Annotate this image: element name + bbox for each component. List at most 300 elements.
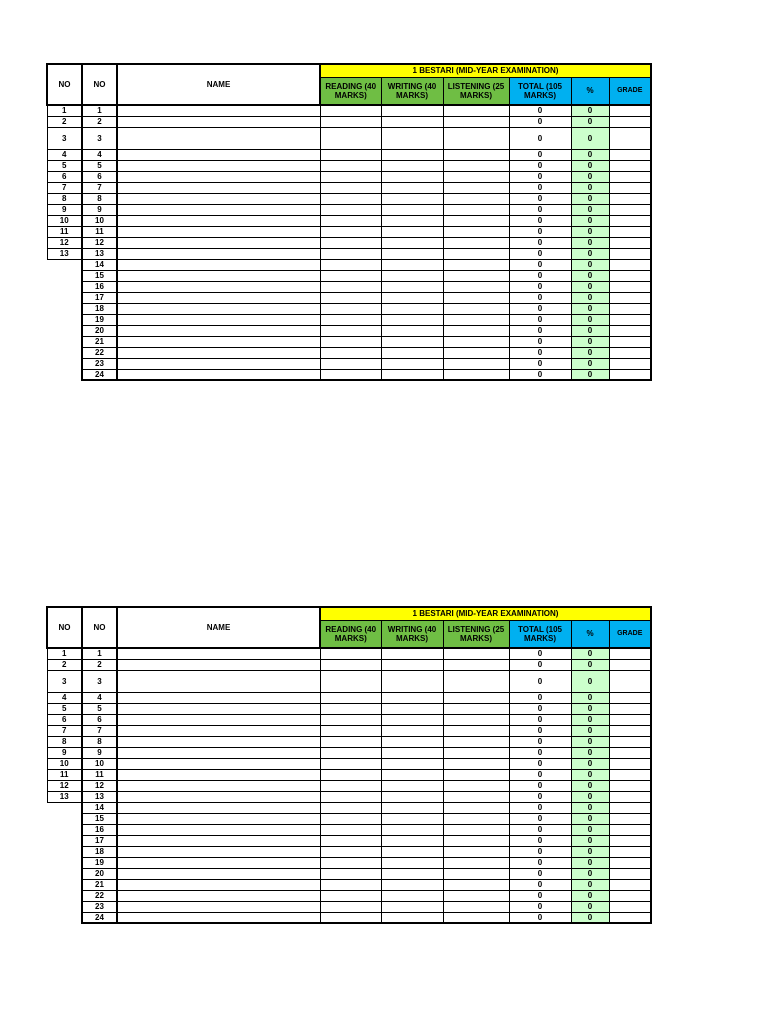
listening-cell[interactable] — [443, 813, 509, 824]
reading-cell[interactable] — [320, 314, 381, 325]
grade-cell[interactable] — [609, 281, 651, 292]
writing-cell[interactable] — [381, 758, 443, 769]
writing-cell[interactable] — [381, 292, 443, 303]
listening-cell[interactable] — [443, 358, 509, 369]
grade-cell[interactable] — [609, 237, 651, 248]
name-cell[interactable] — [117, 736, 320, 747]
listening-cell[interactable] — [443, 714, 509, 725]
writing-cell[interactable] — [381, 703, 443, 714]
grade-cell[interactable] — [609, 314, 651, 325]
writing-cell[interactable] — [381, 149, 443, 160]
grade-cell[interactable] — [609, 204, 651, 215]
reading-cell[interactable] — [320, 890, 381, 901]
row-number-cell: 13 — [47, 248, 82, 259]
grade-cell[interactable] — [609, 292, 651, 303]
grade-cell[interactable] — [609, 270, 651, 281]
table-row — [47, 358, 651, 369]
name-cell[interactable] — [117, 116, 320, 127]
total-cell: 0 — [509, 127, 571, 149]
row-number-cell-2: 5 — [82, 160, 117, 171]
grade-cell[interactable] — [609, 835, 651, 846]
row-number-cell: 3 — [47, 670, 82, 692]
grade-cell[interactable] — [609, 857, 651, 868]
writing-cell[interactable] — [381, 281, 443, 292]
reading-cell[interactable] — [320, 835, 381, 846]
row-number-cell-2: 7 — [82, 182, 117, 193]
listening-cell[interactable] — [443, 802, 509, 813]
listening-cell[interactable] — [443, 259, 509, 270]
listening-cell[interactable] — [443, 670, 509, 692]
listening-cell[interactable] — [443, 325, 509, 336]
writing-cell[interactable] — [381, 248, 443, 259]
name-cell[interactable] — [117, 802, 320, 813]
grade-cell[interactable] — [609, 215, 651, 226]
writing-cell[interactable] — [381, 105, 443, 116]
name-cell[interactable] — [117, 204, 320, 215]
listening-cell[interactable] — [443, 846, 509, 857]
name-cell[interactable] — [117, 824, 320, 835]
reading-cell[interactable] — [320, 116, 381, 127]
percent-cell: 0 — [571, 116, 609, 127]
name-cell[interactable] — [117, 912, 320, 923]
writing-cell[interactable] — [381, 835, 443, 846]
empty-cell — [47, 314, 82, 325]
table-row — [47, 890, 651, 901]
reading-cell[interactable] — [320, 226, 381, 237]
total-cell: 0 — [509, 369, 571, 380]
writing-cell[interactable] — [381, 670, 443, 692]
reading-cell[interactable] — [320, 336, 381, 347]
grade-cell[interactable] — [609, 659, 651, 670]
grade-cell[interactable] — [609, 791, 651, 802]
name-cell[interactable] — [117, 325, 320, 336]
row-number-cell-2: 6 — [82, 171, 117, 182]
reading-cell[interactable] — [320, 714, 381, 725]
name-cell[interactable] — [117, 314, 320, 325]
row-number-cell-2: 15 — [82, 813, 117, 824]
total-cell: 0 — [509, 648, 571, 659]
listening-cell[interactable] — [443, 116, 509, 127]
writing-header: WRITING (40 MARKS) — [381, 620, 443, 648]
name-cell[interactable] — [117, 336, 320, 347]
percent-cell: 0 — [571, 127, 609, 149]
listening-cell[interactable] — [443, 215, 509, 226]
reading-cell[interactable] — [320, 292, 381, 303]
percent-cell: 0 — [571, 758, 609, 769]
grade-cell[interactable] — [609, 901, 651, 912]
reading-cell[interactable] — [320, 692, 381, 703]
total-cell: 0 — [509, 802, 571, 813]
name-cell[interactable] — [117, 780, 320, 791]
reading-cell[interactable] — [320, 648, 381, 659]
row-number-cell-2: 7 — [82, 725, 117, 736]
percent-cell: 0 — [571, 736, 609, 747]
reading-cell[interactable] — [320, 879, 381, 890]
writing-cell[interactable] — [381, 846, 443, 857]
name-cell[interactable] — [117, 259, 320, 270]
reading-cell[interactable] — [320, 846, 381, 857]
reading-cell[interactable] — [320, 659, 381, 670]
grade-cell[interactable] — [609, 846, 651, 857]
writing-cell[interactable] — [381, 127, 443, 149]
listening-cell[interactable] — [443, 193, 509, 204]
name-cell[interactable] — [117, 868, 320, 879]
writing-cell[interactable] — [381, 336, 443, 347]
grade-cell[interactable] — [609, 879, 651, 890]
listening-cell[interactable] — [443, 747, 509, 758]
writing-cell[interactable] — [381, 116, 443, 127]
reading-cell[interactable] — [320, 193, 381, 204]
reading-cell[interactable] — [320, 802, 381, 813]
reading-cell[interactable] — [320, 248, 381, 259]
name-cell[interactable] — [117, 758, 320, 769]
listening-cell[interactable] — [443, 659, 509, 670]
listening-cell[interactable] — [443, 270, 509, 281]
listening-cell[interactable] — [443, 692, 509, 703]
grade-cell[interactable] — [609, 116, 651, 127]
writing-cell[interactable] — [381, 725, 443, 736]
grade-cell[interactable] — [609, 780, 651, 791]
writing-cell[interactable] — [381, 868, 443, 879]
reading-cell[interactable] — [320, 105, 381, 116]
empty-cell — [47, 813, 82, 824]
reading-cell[interactable] — [320, 369, 381, 380]
reading-cell[interactable] — [320, 160, 381, 171]
grade-cell[interactable] — [609, 226, 651, 237]
table-row — [47, 325, 651, 336]
listening-cell[interactable] — [443, 171, 509, 182]
grade-cell[interactable] — [609, 813, 651, 824]
reading-cell[interactable] — [320, 127, 381, 149]
name-cell[interactable] — [117, 769, 320, 780]
writing-cell[interactable] — [381, 204, 443, 215]
writing-cell[interactable] — [381, 901, 443, 912]
grade-cell[interactable] — [609, 160, 651, 171]
total-cell: 0 — [509, 149, 571, 160]
writing-cell[interactable] — [381, 648, 443, 659]
row-number-cell-2: 9 — [82, 204, 117, 215]
grade-cell[interactable] — [609, 303, 651, 314]
reading-cell[interactable] — [320, 901, 381, 912]
grade-cell[interactable] — [609, 105, 651, 116]
name-cell[interactable] — [117, 149, 320, 160]
name-cell[interactable] — [117, 890, 320, 901]
grade-cell[interactable] — [609, 193, 651, 204]
grade-cell[interactable] — [609, 912, 651, 923]
name-cell[interactable] — [117, 292, 320, 303]
grade-cell[interactable] — [609, 725, 651, 736]
reading-cell[interactable] — [320, 325, 381, 336]
grade-cell[interactable] — [609, 347, 651, 358]
writing-cell[interactable] — [381, 303, 443, 314]
row-number-cell: 3 — [47, 127, 82, 149]
name-cell[interactable] — [117, 369, 320, 380]
reading-cell[interactable] — [320, 747, 381, 758]
writing-cell[interactable] — [381, 857, 443, 868]
grade-cell[interactable] — [609, 802, 651, 813]
writing-cell[interactable] — [381, 226, 443, 237]
writing-cell[interactable] — [381, 358, 443, 369]
percent-header: % — [571, 620, 609, 648]
grade-cell[interactable] — [609, 358, 651, 369]
writing-cell[interactable] — [381, 237, 443, 248]
listening-cell[interactable] — [443, 281, 509, 292]
row-number-cell-2: 15 — [82, 270, 117, 281]
listening-cell[interactable] — [443, 769, 509, 780]
name-cell[interactable] — [117, 105, 320, 116]
writing-cell[interactable] — [381, 692, 443, 703]
row-number-cell-2: 24 — [82, 912, 117, 923]
table-row — [47, 193, 651, 204]
reading-cell[interactable] — [320, 149, 381, 160]
writing-cell[interactable] — [381, 182, 443, 193]
listening-cell[interactable] — [443, 369, 509, 380]
total-cell: 0 — [509, 347, 571, 358]
writing-cell[interactable] — [381, 912, 443, 923]
grade-cell[interactable] — [609, 127, 651, 149]
writing-cell[interactable] — [381, 215, 443, 226]
name-cell[interactable] — [117, 281, 320, 292]
grade-cell[interactable] — [609, 336, 651, 347]
reading-cell[interactable] — [320, 347, 381, 358]
row-number-cell-2: 16 — [82, 281, 117, 292]
listening-cell[interactable] — [443, 780, 509, 791]
name-cell[interactable] — [117, 901, 320, 912]
name-cell[interactable] — [117, 879, 320, 890]
row-number-cell: 5 — [47, 160, 82, 171]
table-row — [47, 769, 651, 780]
reading-header: READING (40 MARKS) — [320, 620, 381, 648]
listening-cell[interactable] — [443, 248, 509, 259]
name-cell[interactable] — [117, 270, 320, 281]
percent-cell: 0 — [571, 659, 609, 670]
grade-cell[interactable] — [609, 171, 651, 182]
percent-cell: 0 — [571, 912, 609, 923]
listening-cell[interactable] — [443, 868, 509, 879]
writing-cell[interactable] — [381, 160, 443, 171]
name-cell[interactable] — [117, 648, 320, 659]
grade-cell[interactable] — [609, 747, 651, 758]
table-row — [47, 347, 651, 358]
name-cell[interactable] — [117, 347, 320, 358]
empty-cell — [47, 857, 82, 868]
grade-cell[interactable] — [609, 824, 651, 835]
name-cell[interactable] — [117, 846, 320, 857]
table-row — [47, 725, 651, 736]
reading-cell[interactable] — [320, 358, 381, 369]
percent-cell: 0 — [571, 259, 609, 270]
reading-cell[interactable] — [320, 758, 381, 769]
row-number-cell: 10 — [47, 215, 82, 226]
reading-cell[interactable] — [320, 912, 381, 923]
writing-cell[interactable] — [381, 714, 443, 725]
reading-cell[interactable] — [320, 303, 381, 314]
reading-cell[interactable] — [320, 780, 381, 791]
row-number-cell-2: 1 — [82, 105, 117, 116]
grade-cell[interactable] — [609, 248, 651, 259]
reading-cell[interactable] — [320, 204, 381, 215]
reading-cell[interactable] — [320, 670, 381, 692]
reading-cell[interactable] — [320, 259, 381, 270]
name-cell[interactable] — [117, 725, 320, 736]
writing-cell[interactable] — [381, 171, 443, 182]
name-cell[interactable] — [117, 791, 320, 802]
writing-cell[interactable] — [381, 659, 443, 670]
reading-cell[interactable] — [320, 824, 381, 835]
grade-cell[interactable] — [609, 758, 651, 769]
listening-cell[interactable] — [443, 303, 509, 314]
row-number-cell: 9 — [47, 747, 82, 758]
reading-cell[interactable] — [320, 171, 381, 182]
writing-cell[interactable] — [381, 747, 443, 758]
name-cell[interactable] — [117, 237, 320, 248]
name-cell[interactable] — [117, 659, 320, 670]
row-number-cell-2: 23 — [82, 901, 117, 912]
reading-cell[interactable] — [320, 791, 381, 802]
writing-cell[interactable] — [381, 791, 443, 802]
writing-cell[interactable] — [381, 769, 443, 780]
listening-cell[interactable] — [443, 912, 509, 923]
empty-cell — [47, 802, 82, 813]
grade-cell[interactable] — [609, 149, 651, 160]
grade-cell[interactable] — [609, 769, 651, 780]
writing-cell[interactable] — [381, 879, 443, 890]
listening-cell[interactable] — [443, 237, 509, 248]
writing-cell[interactable] — [381, 824, 443, 835]
row-number-cell: 12 — [47, 780, 82, 791]
reading-cell[interactable] — [320, 237, 381, 248]
listening-cell[interactable] — [443, 791, 509, 802]
name-cell[interactable] — [117, 670, 320, 692]
table-row — [47, 802, 651, 813]
percent-cell: 0 — [571, 769, 609, 780]
writing-header: WRITING (40 MARKS) — [381, 77, 443, 105]
reading-cell[interactable] — [320, 182, 381, 193]
writing-cell[interactable] — [381, 270, 443, 281]
writing-cell[interactable] — [381, 325, 443, 336]
listening-cell[interactable] — [443, 890, 509, 901]
grade-cell[interactable] — [609, 182, 651, 193]
listening-cell[interactable] — [443, 703, 509, 714]
grade-cell[interactable] — [609, 369, 651, 380]
percent-cell: 0 — [571, 813, 609, 824]
name-cell[interactable] — [117, 857, 320, 868]
listening-cell[interactable] — [443, 725, 509, 736]
name-cell[interactable] — [117, 692, 320, 703]
row-number-cell-2: 3 — [82, 670, 117, 692]
writing-cell[interactable] — [381, 802, 443, 813]
reading-cell[interactable] — [320, 868, 381, 879]
name-cell[interactable] — [117, 127, 320, 149]
grade-cell[interactable] — [609, 868, 651, 879]
name-cell[interactable] — [117, 303, 320, 314]
reading-cell[interactable] — [320, 281, 381, 292]
reading-cell[interactable] — [320, 736, 381, 747]
grade-cell[interactable] — [609, 736, 651, 747]
writing-cell[interactable] — [381, 314, 443, 325]
writing-cell[interactable] — [381, 813, 443, 824]
name-cell[interactable] — [117, 714, 320, 725]
listening-cell[interactable] — [443, 736, 509, 747]
reading-cell[interactable] — [320, 769, 381, 780]
listening-cell[interactable] — [443, 226, 509, 237]
name-cell[interactable] — [117, 171, 320, 182]
listening-cell[interactable] — [443, 857, 509, 868]
writing-cell[interactable] — [381, 347, 443, 358]
name-cell[interactable] — [117, 193, 320, 204]
listening-cell[interactable] — [443, 182, 509, 193]
reading-cell[interactable] — [320, 270, 381, 281]
row-number-cell-2: 18 — [82, 846, 117, 857]
reading-cell[interactable] — [320, 813, 381, 824]
writing-cell[interactable] — [381, 193, 443, 204]
grade-cell[interactable] — [609, 890, 651, 901]
writing-cell[interactable] — [381, 369, 443, 380]
grade-cell[interactable] — [609, 692, 651, 703]
name-cell[interactable] — [117, 703, 320, 714]
grade-cell[interactable] — [609, 670, 651, 692]
name-cell[interactable] — [117, 747, 320, 758]
reading-cell[interactable] — [320, 857, 381, 868]
row-number-cell: 7 — [47, 182, 82, 193]
total-cell: 0 — [509, 336, 571, 347]
name-cell[interactable] — [117, 160, 320, 171]
grade-cell[interactable] — [609, 714, 651, 725]
listening-cell[interactable] — [443, 824, 509, 835]
row-number-cell-2: 2 — [82, 116, 117, 127]
total-cell: 0 — [509, 171, 571, 182]
listening-cell[interactable] — [443, 105, 509, 116]
listening-cell[interactable] — [443, 127, 509, 149]
writing-cell[interactable] — [381, 890, 443, 901]
listening-cell[interactable] — [443, 336, 509, 347]
listening-cell[interactable] — [443, 160, 509, 171]
name-cell[interactable] — [117, 226, 320, 237]
listening-cell[interactable] — [443, 347, 509, 358]
name-cell[interactable] — [117, 215, 320, 226]
grade-cell[interactable] — [609, 703, 651, 714]
grade-cell[interactable] — [609, 648, 651, 659]
name-cell[interactable] — [117, 182, 320, 193]
name-cell[interactable] — [117, 358, 320, 369]
name-cell[interactable] — [117, 835, 320, 846]
empty-cell — [47, 846, 82, 857]
listening-cell[interactable] — [443, 648, 509, 659]
table-row — [47, 648, 651, 659]
listening-cell[interactable] — [443, 835, 509, 846]
grade-cell[interactable] — [609, 325, 651, 336]
listening-cell[interactable] — [443, 758, 509, 769]
name-cell[interactable] — [117, 813, 320, 824]
listening-cell[interactable] — [443, 879, 509, 890]
writing-cell[interactable] — [381, 259, 443, 270]
writing-cell[interactable] — [381, 780, 443, 791]
row-number-cell-2: 2 — [82, 659, 117, 670]
empty-cell — [47, 879, 82, 890]
listening-cell[interactable] — [443, 314, 509, 325]
listening-cell[interactable] — [443, 901, 509, 912]
marks-table — [46, 63, 652, 381]
grade-cell[interactable] — [609, 259, 651, 270]
reading-cell[interactable] — [320, 215, 381, 226]
writing-cell[interactable] — [381, 736, 443, 747]
listening-cell[interactable] — [443, 204, 509, 215]
listening-cell[interactable] — [443, 292, 509, 303]
name-cell[interactable] — [117, 248, 320, 259]
reading-cell[interactable] — [320, 725, 381, 736]
reading-cell[interactable] — [320, 703, 381, 714]
listening-cell[interactable] — [443, 149, 509, 160]
